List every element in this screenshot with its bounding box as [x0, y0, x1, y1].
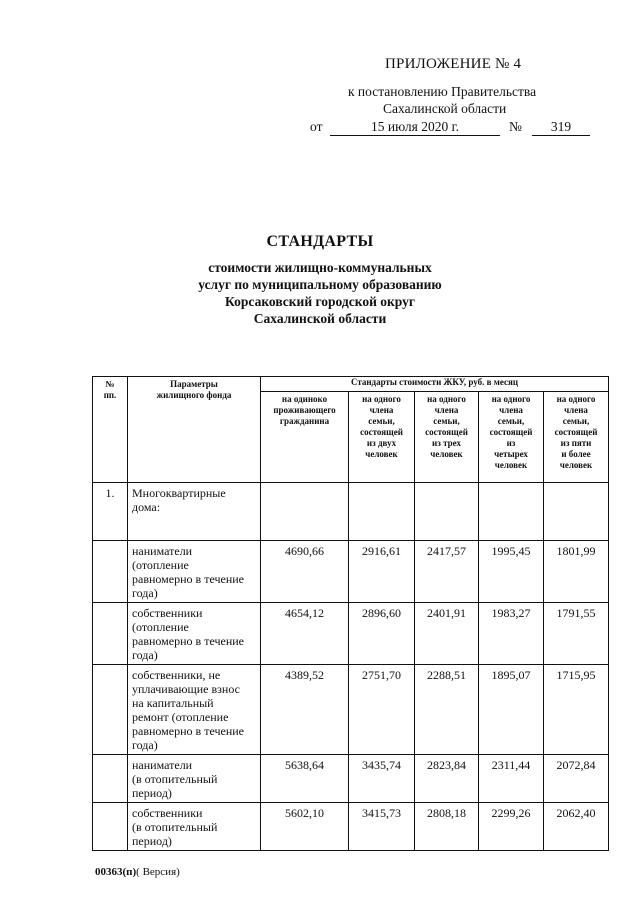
- document-title: СТАНДАРТЫ: [266, 233, 374, 250]
- version-label: ( Версия): [136, 866, 180, 878]
- header-subcolumn: на одиноко проживающего гражданина: [261, 392, 349, 483]
- row-label: наниматели (отопление равномерно в течение года): [128, 541, 261, 603]
- resolution-date: 15 июля 2020 г.: [330, 119, 500, 136]
- table-row: [93, 803, 609, 851]
- date-number-row: [310, 119, 585, 139]
- subtitle-line: услуг по муниципальному образованию: [198, 277, 442, 292]
- cell-value: 2311,44: [479, 755, 544, 803]
- header-standards-group: Стандарты стоимости ЖКУ, руб. в месяц: [261, 377, 609, 392]
- cell-value: 5638,64: [261, 755, 349, 803]
- form-code: 00363(п): [95, 866, 137, 878]
- table-section-row: [93, 483, 609, 541]
- table-row: [93, 541, 609, 603]
- cell-value: 1801,99: [544, 541, 609, 603]
- cell-value: 1983,27: [479, 603, 544, 665]
- cell-value: 2062,40: [544, 803, 609, 851]
- cell-value: 2896,60: [349, 603, 415, 665]
- resolution-number: 319: [532, 119, 590, 136]
- cell-value: 3415,73: [349, 803, 415, 851]
- cell-value: 1995,45: [479, 541, 544, 603]
- header-subcolumn: на одного члена семьи, состоящей из пяти и более человек: [544, 392, 609, 483]
- table-row: [93, 665, 609, 755]
- cell-value: 1715,95: [544, 665, 609, 755]
- header-subcolumn: на одного члена семьи, состоящей из трех человек: [415, 392, 479, 483]
- cell-value: 5602,10: [261, 803, 349, 851]
- cell-value: 1895,07: [479, 665, 544, 755]
- cell-value: 1791,55: [544, 603, 609, 665]
- resolution-line: к постановлению Правительства: [348, 84, 537, 99]
- header-subcolumn: на одного члена семьи, состоящей из двух человек: [349, 392, 415, 483]
- row-label: наниматели (в отопительный период): [128, 755, 261, 803]
- cell-value: 2808,18: [415, 803, 479, 851]
- number-label: №: [509, 119, 522, 134]
- subtitle-line: стоимости жилищно-коммунальных: [208, 260, 432, 275]
- cell-value: 4389,52: [261, 665, 349, 755]
- cell-value: 2072,84: [544, 755, 609, 803]
- resolution-region: Сахалинской области: [383, 101, 507, 116]
- subtitle-line: Сахалинской области: [253, 311, 387, 326]
- subtitle-line: Корсаковский городской округ: [225, 294, 415, 309]
- cell-value: 3435,74: [349, 755, 415, 803]
- row-label: собственники, не уплачивающие взнос на капитальный ремонт (отопление равномерно в течение года): [128, 665, 261, 755]
- cell-value: 2916,61: [349, 541, 415, 603]
- header-number-column: № пп.: [93, 377, 128, 483]
- cell-value: 2751,70: [349, 665, 415, 755]
- cell-value: 4654,12: [261, 603, 349, 665]
- cell-value: 2823,84: [415, 755, 479, 803]
- cell-value: 4690,66: [261, 541, 349, 603]
- cell-value: 2401,91: [415, 603, 479, 665]
- cell-value: 2417,57: [415, 541, 479, 603]
- footer-code: [95, 866, 180, 878]
- header-params-column: Параметры жилищного фонда: [128, 377, 261, 483]
- row-label: собственники (в отопительный период): [128, 803, 261, 851]
- section-number: 1.: [93, 483, 128, 541]
- table-row: [93, 755, 609, 803]
- from-label: от: [310, 119, 323, 134]
- appendix-title: ПРИЛОЖЕНИЕ № 4: [385, 56, 522, 72]
- header-subcolumn: на одного члена семьи, состоящей из четырех человек: [479, 392, 544, 483]
- cell-value: 2299,26: [479, 803, 544, 851]
- row-label: собственники (отопление равномерно в течение года): [128, 603, 261, 665]
- cell-value: 2288,51: [415, 665, 479, 755]
- table-row: [93, 603, 609, 665]
- tariff-table: [92, 376, 609, 851]
- section-label: Многоквартирные дома:: [128, 483, 261, 541]
